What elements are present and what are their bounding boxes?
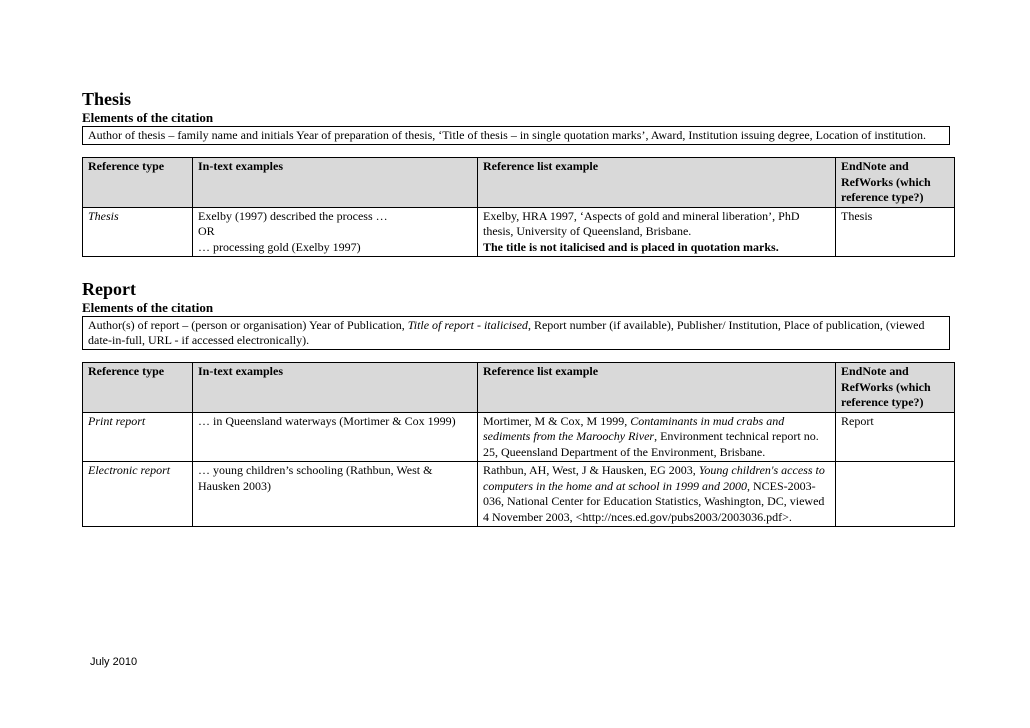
header-reference-type: Reference type — [83, 158, 193, 208]
in-text-line: … processing gold (Exelby 1997) — [198, 239, 361, 254]
reference-type-cell: Electronic report — [83, 462, 193, 527]
reference-text: , NCES-2003-036, National Center for Education Statistics, Washington, DC, viewed 4 November 2003, <http://nces.ed.gov/pubs2003/2003036.pdf>. — [483, 478, 825, 524]
report-elements-subheading: Elements of the citation — [82, 300, 214, 315]
endnote-cell — [836, 462, 955, 527]
reference-note: The title is not italicised and is placed in quotation marks. — [483, 239, 779, 254]
thesis-elements-subheading: Elements of the citation — [82, 110, 214, 125]
thesis-table — [82, 157, 955, 257]
table-row — [83, 207, 955, 257]
endnote-cell: Thesis — [836, 207, 955, 257]
in-text-cell — [193, 207, 478, 257]
page-footer-date: July 2010 — [90, 656, 138, 668]
header-reference-list-example: Reference list example — [478, 158, 836, 208]
reference-title-italic: Contaminants in mud crabs and sediments from the Maroochy River — [483, 413, 785, 443]
in-text-cell: … in Queensland waterways (Mortimer & Cox 1999) — [193, 412, 478, 462]
header-reference-list-example: Reference list example — [478, 363, 836, 413]
elements-text: , Report number (if available), Publisher/ Institution, Place of publication, (viewed date-in-full, URL - if accessed electronically). — [88, 318, 925, 347]
reference-text: Mortimer, M & Cox, M 1999, — [483, 413, 631, 428]
reference-type-cell: Thesis — [83, 207, 193, 257]
reference-text: Exelby, HRA 1997, ‘Aspects of gold and mineral liberation’, PhD thesis, University of Queensland, Brisbane. — [483, 208, 800, 238]
reference-text: , Environment technical report no. 25, Queensland Department of the Environment, Brisbane. — [483, 429, 819, 459]
in-text-line: OR — [198, 224, 215, 238]
table-row — [83, 462, 955, 527]
table-row — [83, 412, 955, 462]
elements-text: Author(s) of report – (person or organisation) Year of Publication, — [88, 318, 408, 332]
reference-title-italic: Young children's access to computers in the home and at school in 1999 and 2000 — [483, 463, 825, 493]
reference-text: Rathbun, AH, West, J & Hausken, EG 2003, — [483, 463, 699, 477]
thesis-heading: Thesis — [82, 89, 132, 109]
in-text-line: Exelby (1997) described the process … — [198, 208, 388, 223]
report-elements-box — [82, 316, 950, 350]
reference-list-cell — [478, 412, 836, 462]
reference-list-cell — [478, 462, 836, 527]
elements-title-italic: Title of report - italicised — [407, 318, 528, 332]
header-endnote-refworks: EndNote and RefWorks (which reference type?) — [836, 363, 955, 413]
endnote-cell: Report — [836, 412, 955, 462]
header-reference-type: Reference type — [83, 363, 193, 413]
header-endnote-refworks: EndNote and RefWorks (which reference type?) — [836, 158, 955, 208]
table-header-row — [83, 158, 955, 208]
report-table — [82, 362, 955, 527]
document-page — [82, 88, 950, 527]
report-heading: Report — [82, 279, 136, 299]
header-in-text-examples: In-text examples — [193, 158, 478, 208]
header-in-text-examples: In-text examples — [193, 363, 478, 413]
thesis-elements-box: Author of thesis – family name and initials Year of preparation of thesis, ‘Title of thesis – in single quotation marks’, Award, Institution issuing degree, Location of institution. — [82, 126, 950, 145]
reference-type-cell: Print report — [83, 412, 193, 462]
reference-list-cell — [478, 207, 836, 257]
in-text-cell: … young children’s schooling (Rathbun, West & Hausken 2003) — [193, 462, 478, 527]
table-header-row — [83, 363, 955, 413]
